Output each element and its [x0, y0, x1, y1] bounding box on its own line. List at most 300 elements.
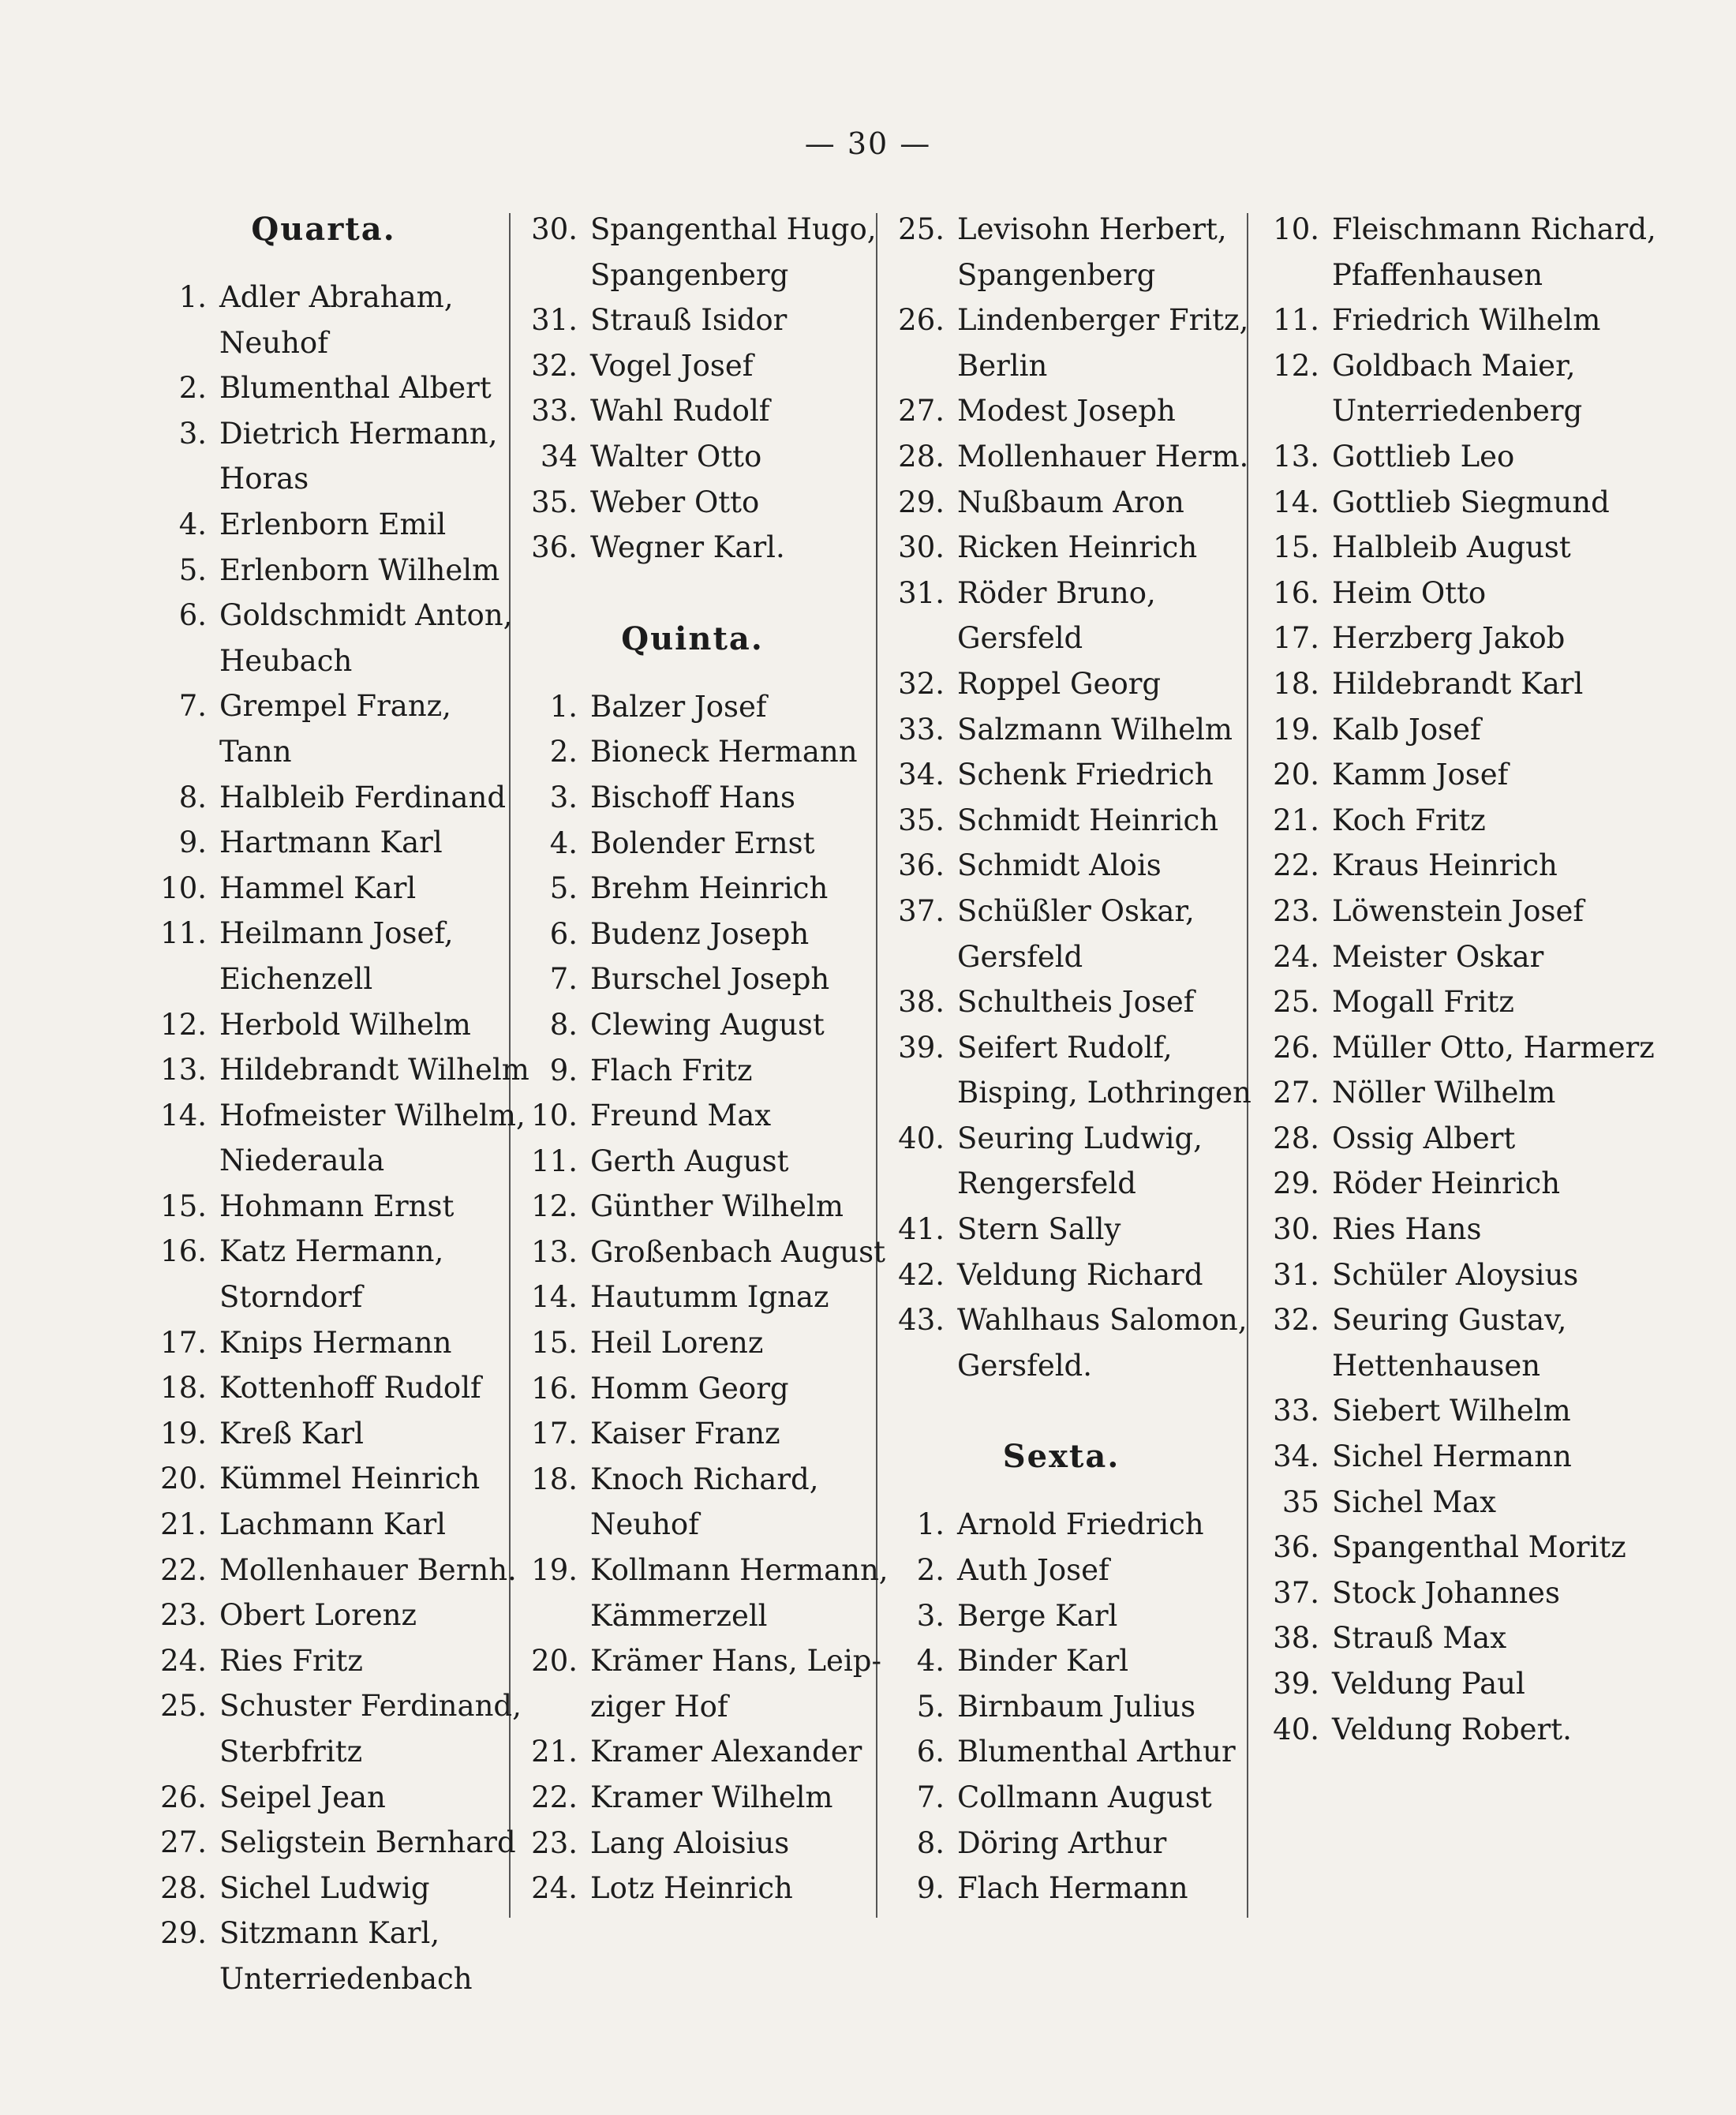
student-name: Kramer Wilhelm	[590, 1780, 833, 1814]
student-entry	[513, 1230, 885, 1275]
entry-number: 28.	[898, 439, 945, 474]
student-entry	[880, 1593, 1243, 1639]
student-name: Erlenborn Wilhelm	[219, 552, 500, 587]
student-place: Eichenzell	[219, 961, 373, 996]
entry-number: 38.	[898, 985, 945, 1020]
entry-number: 28.	[160, 1870, 207, 1905]
section-heading: Quarta.	[251, 211, 396, 248]
entry-number: 16.	[1273, 575, 1319, 610]
entry-number: 5.	[916, 1689, 945, 1724]
student-entry	[142, 820, 505, 866]
student-entry	[513, 207, 877, 253]
student-place: Gersfeld.	[957, 1348, 1092, 1383]
student-name: Halbleib August	[1332, 530, 1571, 565]
student-name: Schmidt Heinrich	[957, 803, 1219, 837]
student-entry	[513, 1002, 872, 1048]
page-number: — 30 —	[804, 126, 932, 161]
student-entry	[513, 343, 872, 389]
entry-number: 11.	[160, 916, 207, 951]
student-entry	[1255, 1207, 1618, 1252]
student-name: Kümmel Heinrich	[219, 1462, 481, 1496]
student-name: Röder Heinrich	[1332, 1166, 1561, 1201]
student-entry	[142, 1683, 522, 1729]
student-name: Spangenthal Moritz	[1332, 1530, 1626, 1565]
student-entry	[142, 1365, 505, 1411]
student-entry	[880, 1638, 1243, 1684]
student-entry	[1255, 1570, 1618, 1616]
entry-number: 11.	[531, 1144, 578, 1178]
entry-number: 1.	[549, 689, 578, 724]
student-entry	[513, 1411, 872, 1457]
entry-number: 21.	[531, 1735, 578, 1769]
entry-number: 3.	[549, 780, 578, 814]
student-name: Lachmann Karl	[219, 1507, 446, 1542]
entry-number: 6.	[916, 1735, 945, 1769]
student-name: Günther Wilhelm	[590, 1189, 844, 1224]
student-entry	[1255, 1025, 1655, 1071]
entry-number: 19.	[1273, 712, 1319, 747]
student-entry	[513, 1093, 872, 1139]
student-name: Herzberg Jakob	[1332, 621, 1566, 656]
student-name: Goldschmidt Anton,	[219, 598, 513, 633]
student-name: Bischoff Hans	[590, 780, 796, 814]
entry-number: 4.	[916, 1644, 945, 1679]
student-place: Heubach	[219, 643, 353, 678]
entry-number: 2.	[549, 735, 578, 769]
student-name: Heilmann Josef,	[219, 916, 454, 951]
student-entry	[142, 1548, 517, 1593]
student-place: Bisping, Lothringen	[957, 1076, 1251, 1110]
student-entry	[880, 707, 1243, 753]
student-name: Lindenberger Fritz,	[957, 303, 1249, 338]
entry-number: 28.	[1273, 1121, 1319, 1155]
student-entry	[142, 1820, 516, 1866]
entry-number: 39.	[1273, 1667, 1319, 1701]
student-entry	[142, 275, 505, 320]
student-entry	[142, 411, 505, 457]
student-entry	[880, 1548, 1243, 1593]
student-name: Hohmann Ernst	[219, 1189, 455, 1223]
student-name: Berge Karl	[957, 1598, 1118, 1633]
student-name: Kreß Karl	[219, 1416, 364, 1451]
entry-number: 33.	[1273, 1394, 1319, 1428]
student-entry	[513, 525, 872, 571]
student-name: Homm Georg	[590, 1371, 789, 1406]
student-name: Schmidt Alois	[957, 848, 1162, 883]
student-entry	[1255, 1707, 1618, 1753]
student-place: Spangenberg	[957, 257, 1156, 292]
student-name: Grempel Franz,	[219, 689, 451, 724]
entry-number: 34.	[898, 758, 945, 792]
student-entry	[142, 1775, 505, 1821]
entry-number: 30.	[531, 212, 578, 246]
student-name: Ricken Heinrich	[957, 530, 1198, 565]
student-entry	[1255, 1388, 1618, 1434]
student-entry	[880, 480, 1243, 526]
student-name: Adler Abraham,	[219, 280, 454, 314]
student-place: Rengersfeld	[957, 1166, 1136, 1201]
student-name: Wegner Karl.	[590, 530, 785, 565]
entry-number: 20.	[1273, 758, 1319, 792]
student-name: Kamm Josef	[1332, 758, 1509, 792]
student-entry	[880, 1297, 1248, 1343]
student-entry	[513, 729, 872, 775]
student-entry	[1255, 843, 1618, 889]
student-entry	[513, 1729, 872, 1775]
entry-number: 8.	[178, 780, 207, 814]
entry-number: 8.	[549, 1007, 578, 1042]
entry-number: 10.	[1273, 212, 1319, 246]
entry-number: 23.	[160, 1598, 207, 1633]
student-name: Kraus Heinrich	[1332, 848, 1558, 883]
entry-number: 3.	[178, 416, 207, 451]
entry-number: 35	[1281, 1484, 1319, 1519]
column-1	[142, 207, 529, 2002]
section-gap	[513, 662, 872, 684]
student-name: Hildebrandt Karl	[1332, 666, 1584, 701]
student-name: Sichel Ludwig	[219, 1870, 430, 1905]
student-entry	[142, 911, 505, 956]
student-name: Ries Fritz	[219, 1643, 363, 1678]
entry-number: 32.	[1273, 1303, 1319, 1338]
entry-number: 20.	[160, 1462, 207, 1496]
student-entry	[513, 1275, 872, 1320]
student-place: Neuhof	[590, 1507, 699, 1542]
student-name: Strauß Max	[1332, 1621, 1507, 1656]
entry-number: 6.	[549, 916, 578, 951]
student-entry	[880, 1502, 1243, 1548]
student-entry	[880, 571, 1243, 616]
student-entry	[142, 683, 505, 729]
student-entry	[513, 684, 872, 730]
student-place: Neuhof	[219, 325, 328, 360]
student-entry	[513, 1866, 872, 1911]
student-entry	[513, 866, 872, 912]
student-entry	[1255, 1615, 1618, 1661]
entry-number: 14.	[1273, 485, 1319, 519]
student-name: Binder Karl	[957, 1644, 1129, 1679]
student-name: Brehm Heinrich	[590, 871, 829, 906]
student-name: Clewing August	[590, 1007, 825, 1042]
student-name: Balzer Josef	[590, 689, 767, 724]
entry-number: 3.	[916, 1598, 945, 1633]
student-place: Unterriedenberg	[1332, 394, 1583, 429]
student-entry	[880, 661, 1243, 707]
student-name: Seifert Rudolf,	[957, 1030, 1173, 1065]
entry-number: 35.	[898, 803, 945, 837]
section-gap	[880, 1480, 1243, 1502]
entry-number: 26.	[898, 303, 945, 338]
entry-number: 23.	[531, 1825, 578, 1860]
column-4	[1255, 207, 1656, 1752]
student-entry	[880, 388, 1243, 434]
entry-number: 26.	[1273, 1030, 1319, 1065]
section-heading: Quinta.	[621, 620, 764, 657]
entry-number: 43.	[898, 1303, 945, 1338]
entry-number: 38.	[1273, 1621, 1319, 1656]
student-name: Blumenthal Albert	[219, 371, 492, 406]
student-name: Burschel Joseph	[590, 962, 830, 997]
entry-number: 26.	[160, 1780, 207, 1814]
student-name: Knips Hermann	[219, 1325, 452, 1360]
student-entry	[1255, 525, 1618, 571]
student-name: Herbold Wilhelm	[219, 1007, 471, 1042]
student-name: Röder Bruno,	[957, 575, 1156, 610]
entry-number: 21.	[1273, 803, 1319, 837]
entry-number: 34	[540, 439, 578, 474]
student-entry	[880, 1729, 1243, 1775]
student-name: Hautumm Ignaz	[590, 1280, 829, 1315]
student-entry	[513, 434, 872, 480]
student-entry	[1255, 1116, 1618, 1162]
student-name: Gerth August	[590, 1144, 789, 1178]
student-name: Lotz Heinrich	[590, 1871, 793, 1906]
student-entry	[1255, 616, 1618, 661]
entry-number: 22.	[160, 1552, 207, 1587]
entry-number: 31.	[531, 303, 578, 338]
student-place: Tann	[219, 734, 292, 769]
entry-number: 17.	[1273, 621, 1319, 656]
student-entry	[513, 298, 872, 343]
entry-number: 9.	[178, 825, 207, 860]
student-name: Budenz Joseph	[590, 916, 810, 951]
student-place: Gersfeld	[957, 939, 1083, 974]
entry-number: 16.	[531, 1371, 578, 1406]
student-name: Spangenthal Hugo,	[590, 212, 877, 246]
student-name: Meister Oskar	[1332, 939, 1544, 974]
student-name: Freund Max	[590, 1099, 772, 1133]
student-place: Gersfeld	[957, 621, 1083, 656]
entry-number: 7.	[178, 689, 207, 724]
student-entry	[513, 1366, 872, 1412]
entry-number: 16.	[160, 1234, 207, 1269]
student-name: Gottlieb Leo	[1332, 439, 1515, 474]
student-entry	[513, 775, 872, 821]
student-name: Flach Hermann	[957, 1871, 1188, 1906]
student-place: Hettenhausen	[1332, 1348, 1541, 1383]
section-gap	[513, 571, 872, 616]
student-name: Gottlieb Siegmund	[1332, 485, 1610, 519]
student-name: Goldbach Maier,	[1332, 348, 1576, 383]
student-entry	[513, 1139, 872, 1185]
student-name: Sichel Max	[1332, 1484, 1497, 1519]
student-entry	[142, 548, 505, 593]
student-entry	[1255, 1297, 1618, 1343]
student-name: Roppel Georg	[957, 666, 1162, 701]
student-entry	[880, 752, 1243, 798]
student-entry	[513, 1320, 872, 1366]
student-entry	[142, 1002, 505, 1048]
student-entry	[880, 1775, 1243, 1821]
student-name: Weber Otto	[590, 485, 760, 519]
entry-number: 41.	[898, 1212, 945, 1247]
student-entry	[142, 1229, 505, 1275]
entry-number: 33.	[898, 712, 945, 747]
entry-number: 14.	[160, 1098, 207, 1132]
student-entry	[142, 593, 513, 638]
entry-number: 15.	[1273, 530, 1319, 565]
student-name: Wahl Rudolf	[590, 394, 770, 429]
entry-number: 1.	[178, 280, 207, 314]
entry-number: 13.	[1273, 439, 1319, 474]
student-name: Kramer Alexander	[590, 1735, 862, 1769]
entry-number: 5.	[549, 871, 578, 906]
student-entry	[142, 1638, 505, 1684]
student-name: Ries Hans	[1332, 1212, 1482, 1247]
student-name: Kaiser Franz	[590, 1417, 780, 1451]
entry-number: 19.	[531, 1553, 578, 1588]
student-name: Seuring Ludwig,	[957, 1121, 1203, 1155]
student-entry	[1255, 1480, 1618, 1525]
student-name: Nöller Wilhelm	[1332, 1076, 1556, 1110]
student-entry	[142, 1502, 505, 1548]
student-entry	[142, 365, 505, 411]
student-name: Modest Joseph	[957, 394, 1176, 429]
entry-number: 32.	[531, 348, 578, 383]
student-name: Nußbaum Aron	[957, 485, 1184, 519]
student-entry	[1255, 343, 1618, 389]
student-entry	[1255, 207, 1656, 253]
student-entry	[513, 1775, 872, 1821]
entry-number: 37.	[898, 893, 945, 928]
student-entry	[1255, 1661, 1618, 1707]
student-name: Salzmann Wilhelm	[957, 712, 1233, 747]
entry-number: 2.	[178, 371, 207, 406]
student-name: Schenk Friedrich	[957, 758, 1214, 792]
student-name: Sichel Hermann	[1332, 1439, 1572, 1474]
entry-number: 17.	[160, 1325, 207, 1360]
student-entry	[880, 1684, 1243, 1730]
student-name: Fleischmann Richard,	[1332, 212, 1656, 246]
entry-number: 34.	[1273, 1439, 1319, 1474]
student-name: Friedrich Wilhelm	[1332, 303, 1601, 338]
entry-number: 12.	[531, 1189, 578, 1224]
entry-number: 13.	[160, 1053, 207, 1087]
entry-number: 9.	[916, 1871, 945, 1906]
student-entry	[880, 1207, 1243, 1252]
entry-number: 29.	[1273, 1166, 1319, 1201]
entry-number: 31.	[898, 575, 945, 610]
student-entry	[142, 775, 505, 821]
student-name: Krämer Hans, Leip-	[590, 1644, 881, 1679]
student-place: Horas	[219, 462, 309, 496]
student-entry	[142, 866, 505, 912]
entry-number: 18.	[1273, 666, 1319, 701]
student-name: Seuring Gustav,	[1332, 1303, 1567, 1338]
entry-number: 27.	[1273, 1076, 1319, 1110]
student-entry	[513, 1548, 889, 1593]
entry-number: 24.	[1273, 939, 1319, 974]
student-entry	[880, 434, 1249, 480]
student-place: Spangenberg	[590, 257, 789, 292]
student-name: Levisohn Herbert,	[957, 212, 1227, 246]
entry-number: 13.	[531, 1234, 578, 1269]
entry-number: 42.	[898, 1257, 945, 1292]
section-heading: Sexta.	[1002, 1438, 1121, 1476]
entry-number: 12.	[1273, 348, 1319, 383]
entry-number: 30.	[1273, 1212, 1319, 1247]
entry-number: 22.	[1273, 848, 1319, 883]
student-entry	[1255, 1434, 1618, 1480]
student-place: ziger Hof	[590, 1689, 728, 1724]
student-name: Mogall Fritz	[1332, 985, 1514, 1020]
student-name: Seipel Jean	[219, 1780, 386, 1814]
student-name: Walter Otto	[590, 439, 762, 474]
student-name: Veldung Paul	[1332, 1667, 1525, 1701]
student-entry	[880, 1116, 1243, 1162]
student-entry	[1255, 798, 1618, 844]
entry-number: 6.	[178, 598, 207, 633]
student-entry	[1255, 934, 1618, 980]
student-entry	[513, 1048, 872, 1094]
student-name: Müller Otto, Harmerz	[1332, 1030, 1655, 1065]
entry-number: 2.	[916, 1553, 945, 1588]
entry-number: 36.	[531, 530, 578, 565]
entry-number: 24.	[531, 1871, 578, 1906]
student-entry	[513, 912, 872, 957]
student-name: Blumenthal Arthur	[957, 1735, 1236, 1769]
student-entry	[880, 207, 1243, 253]
student-entry	[513, 480, 872, 526]
entry-number: 15.	[160, 1189, 207, 1223]
student-place: Niederaula	[219, 1144, 385, 1178]
entry-number: 29.	[898, 485, 945, 519]
student-entry	[142, 1411, 505, 1457]
student-place: Unterriedenbach	[219, 1961, 473, 1996]
section-gap	[142, 253, 505, 275]
student-entry	[880, 798, 1243, 844]
student-name: Seligstein Bernhard	[219, 1825, 516, 1860]
student-name: Löwenstein Josef	[1332, 893, 1584, 928]
entry-number: 24.	[160, 1643, 207, 1678]
student-entry	[880, 979, 1243, 1025]
entry-number: 8.	[916, 1825, 945, 1860]
student-entry	[142, 1047, 529, 1093]
entry-number: 21.	[160, 1507, 207, 1542]
student-name: Bolender Ernst	[590, 825, 815, 860]
entry-number: 32.	[898, 666, 945, 701]
entry-number: 9.	[549, 1053, 578, 1087]
entry-number: 30.	[898, 530, 945, 565]
student-entry	[1255, 434, 1618, 480]
student-name: Veldung Richard	[957, 1257, 1203, 1292]
entry-number: 1.	[916, 1507, 945, 1542]
student-name: Strauß Isidor	[590, 303, 788, 338]
entry-number: 20.	[531, 1644, 578, 1679]
entry-number: 12.	[160, 1007, 207, 1042]
student-name: Schüler Aloysius	[1332, 1257, 1579, 1292]
student-entry	[880, 525, 1243, 571]
student-name: Bioneck Hermann	[590, 735, 858, 769]
student-entry	[142, 1184, 505, 1230]
entry-number: 19.	[160, 1416, 207, 1451]
student-name: Collmann August	[957, 1780, 1212, 1814]
entry-number: 40.	[1273, 1712, 1319, 1746]
student-entry	[513, 1638, 881, 1684]
student-name: Stern Sally	[957, 1212, 1121, 1247]
student-entry	[880, 1252, 1243, 1298]
entry-number: 4.	[178, 507, 207, 541]
entry-number: 4.	[549, 825, 578, 860]
student-name: Hammel Karl	[219, 870, 417, 905]
student-name: Obert Lorenz	[219, 1598, 417, 1633]
student-name: Kottenhoff Rudolf	[219, 1371, 481, 1406]
student-place: Storndorf	[219, 1280, 363, 1315]
student-entry	[880, 1821, 1243, 1866]
student-name: Katz Hermann,	[219, 1234, 444, 1269]
student-entry	[142, 1911, 505, 1956]
student-place: Sterbfritz	[219, 1735, 363, 1769]
